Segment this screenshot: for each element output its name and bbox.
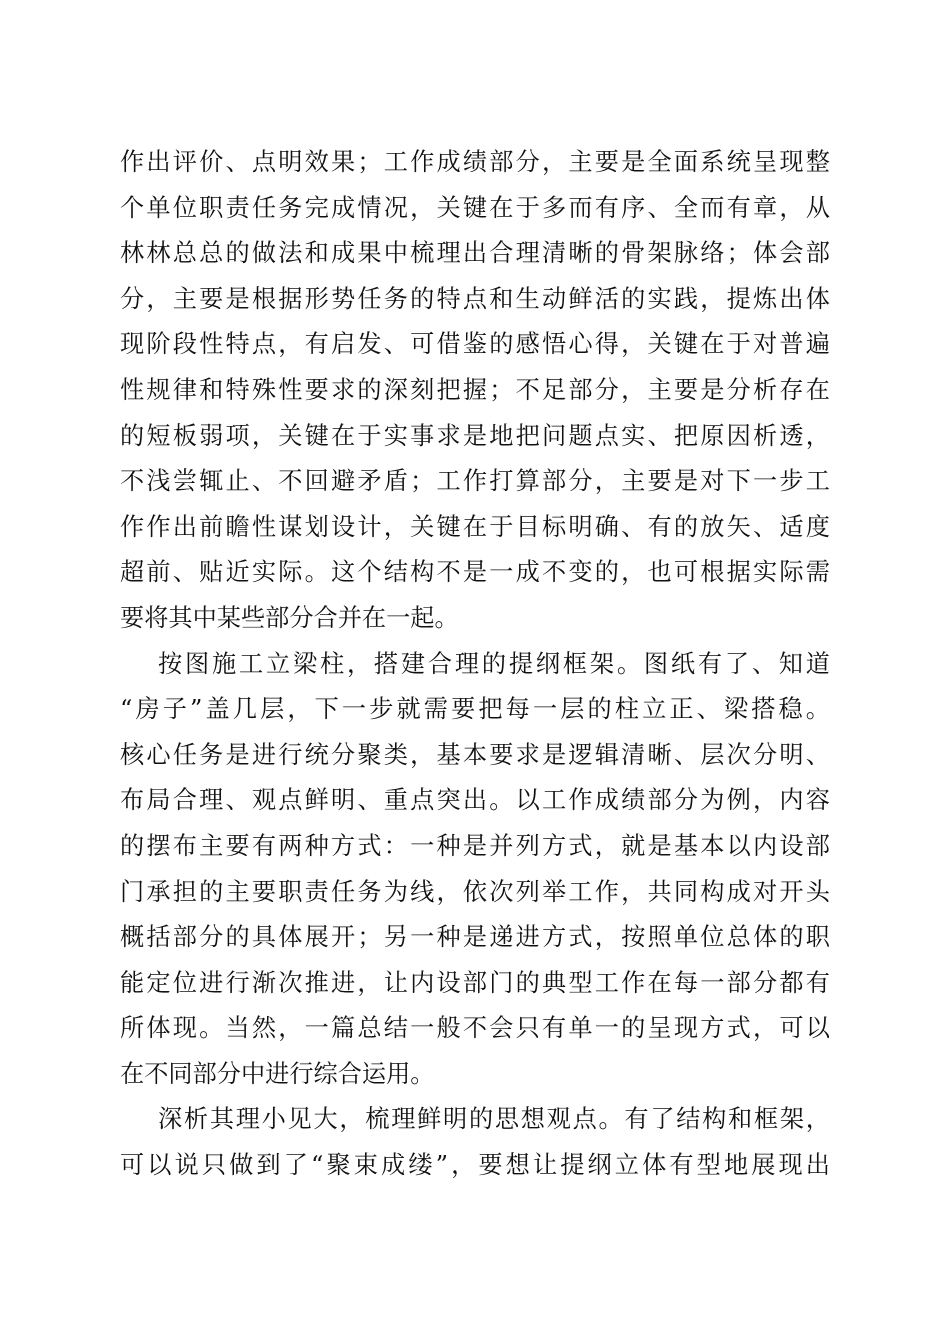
- text-line: 个单位职责任务完成情况，关键在于多而有序、全而有章，从: [120, 193, 830, 222]
- text-line: 所体现。当然，一篇总结一般不会只有单一的呈现方式，可以: [120, 1014, 830, 1043]
- text-line: 作出评价、点明效果；工作成绩部分，主要是全面系统呈现整: [120, 148, 830, 176]
- text-line: 现阶段性特点，有启发、可借鉴的感悟心得，关键在于对普遍: [120, 330, 830, 359]
- text-line: 不浅尝辄止、不回避矛盾；工作打算部分，主要是对下一步工: [120, 467, 830, 496]
- text-line: 深析其理小见大，梳理鲜明的思想观点。有了结构和框架，: [158, 1105, 830, 1134]
- text-line: 作作出前瞻性谋划设计，关键在于目标明确、有的放矢、适度: [120, 512, 830, 541]
- paragraph: [120, 1097, 830, 1188]
- text-line: 的短板弱项，关键在于实事求是地把问题点实、把原因析透，: [120, 421, 830, 450]
- document-body: [120, 140, 830, 1189]
- text-line: 的摆布主要有两种方式：一种是并列方式，就是基本以内设部: [120, 831, 830, 860]
- text-line: 性规律和特殊性要求的深刻把握；不足部分，主要是分析存在: [120, 375, 830, 404]
- paragraph: [120, 642, 830, 1098]
- text-line: 概括部分的具体展开；另一种是递进方式，按照单位总体的职: [120, 923, 830, 952]
- text-line: 在不同部分中进行综合运用。: [120, 1059, 435, 1088]
- text-line: 能定位进行渐次推进，让内设部门的典型工作在每一部分都有: [120, 968, 830, 997]
- text-line: 可以说只做到了“聚束成缕”，要想让提纲立体有型地展现出: [120, 1151, 830, 1180]
- paragraph: [120, 140, 830, 642]
- text-line: 门承担的主要职责任务为线，依次列举工作，共同构成对开头: [120, 877, 830, 906]
- text-line: 核心任务是进行统分聚类，基本要求是逻辑清晰、层次分明、: [120, 740, 830, 769]
- text-line: 分，主要是根据形势任务的特点和生动鲜活的实践，提炼出体: [120, 284, 830, 313]
- text-line: 林林总总的做法和成果中梳理出合理清晰的骨架脉络；体会部: [120, 239, 830, 268]
- text-line: 要将其中某些部分合并在一起。: [120, 603, 459, 632]
- text-line: 超前、贴近实际。这个结构不是一成不变的，也可根据实际需: [120, 558, 830, 587]
- text-line: 布局合理、观点鲜明、重点突出。以工作成绩部分为例，内容: [120, 786, 830, 815]
- text-line: “房子”盖几层，下一步就需要把每一层的柱立正、梁搭稳。: [120, 695, 830, 724]
- text-line: 按图施工立梁柱，搭建合理的提纲框架。图纸有了、知道: [158, 649, 830, 678]
